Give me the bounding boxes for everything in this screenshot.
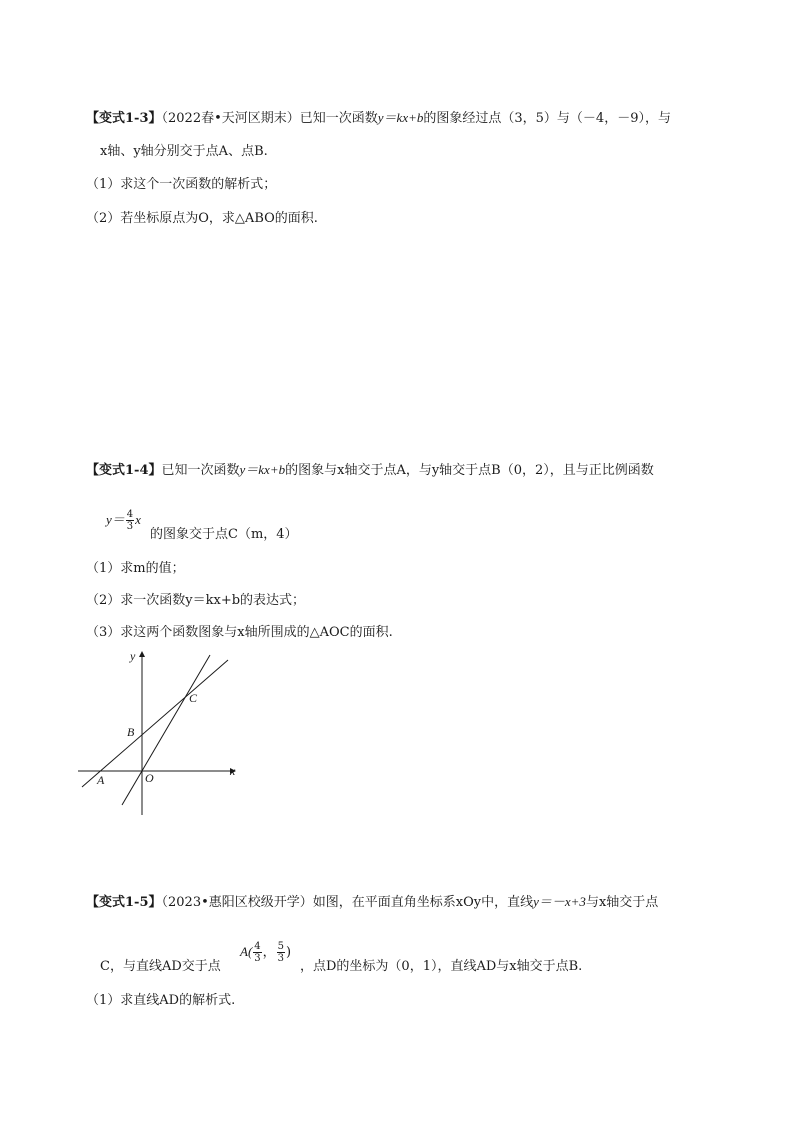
- problem-text: 已知一次函数: [161, 463, 240, 478]
- proportional-function-formula: y＝ $\frac{4}{3}$ x: [106, 509, 141, 532]
- equation: y＝－x+3: [533, 894, 586, 909]
- fraction: $\frac{4}{3}$: [254, 941, 261, 964]
- question-1: （1）求直线AD的解析式.: [86, 993, 236, 1008]
- point-a-coordinates: A( $\frac{4}{3}$ ， $\frac{5}{3}$ ): [240, 941, 292, 964]
- question-1: （1）求这个一次函数的解析式；: [86, 177, 277, 192]
- line-ab: [82, 660, 228, 787]
- problem-1-4-line2: 的图象交于点C（m，4）: [150, 527, 298, 542]
- y-label: y: [130, 649, 136, 663]
- problem-1-4-line1: [86, 461, 654, 480]
- equation: y＝kx+b: [377, 110, 424, 125]
- problem-1-5-line2-start: C，与直线AD交于点: [100, 959, 221, 974]
- question-2: （2）若坐标原点为O，求△ABO的面积.: [86, 211, 318, 226]
- problem-text: 的图象经过点（3，5）与（－4，－9），与: [423, 111, 671, 126]
- problem-source: （2022春•天河区期末）: [161, 111, 300, 126]
- question-1: （1）求m的值；: [86, 561, 185, 576]
- equation: y＝kx+b: [239, 462, 286, 477]
- problem-1-5-line2-end: ，点D的坐标为（0，1），直线AD与x轴交于点B.: [300, 959, 583, 974]
- problem-tag: 【变式1-3】: [86, 111, 162, 126]
- origin-label: O: [145, 771, 154, 785]
- fraction: $\frac{5}{3}$: [277, 941, 285, 964]
- line-oc: [122, 655, 210, 805]
- y-axis-arrow: [139, 651, 145, 657]
- x-label: x: [230, 764, 236, 778]
- problem-tag: 【变式1-4】: [86, 463, 162, 478]
- problem-1-5-line1: [86, 893, 658, 912]
- question-2: （2）求一次函数y＝kx+b的表达式；: [86, 593, 306, 608]
- point-a-label: A: [97, 773, 105, 787]
- point-b-label: B: [127, 725, 135, 739]
- problem-text: 如图，在平面直角坐标系xOy中，直线: [312, 895, 534, 910]
- point-c-label: C: [189, 691, 198, 705]
- coordinate-figure: [70, 645, 250, 820]
- problem-source: （2023•惠阳区校级开学）: [161, 895, 313, 910]
- problem-text: 的图象与x轴交于点A，与y轴交于点B（0，2），且与正比例函数: [285, 463, 654, 478]
- problem-text: 已知一次函数: [299, 111, 378, 126]
- problem-text: 与x轴交于点: [585, 895, 659, 910]
- problem-tag: 【变式1-5】: [86, 895, 162, 910]
- problem-1-3-line1: [86, 109, 671, 128]
- question-3: （3）求这两个函数图象与x轴所围成的△AOC的面积.: [86, 625, 393, 640]
- fraction: $\frac{4}{3}$: [126, 509, 134, 532]
- problem-1-3-line2: x轴、y轴分别交于点A、点B.: [100, 144, 268, 159]
